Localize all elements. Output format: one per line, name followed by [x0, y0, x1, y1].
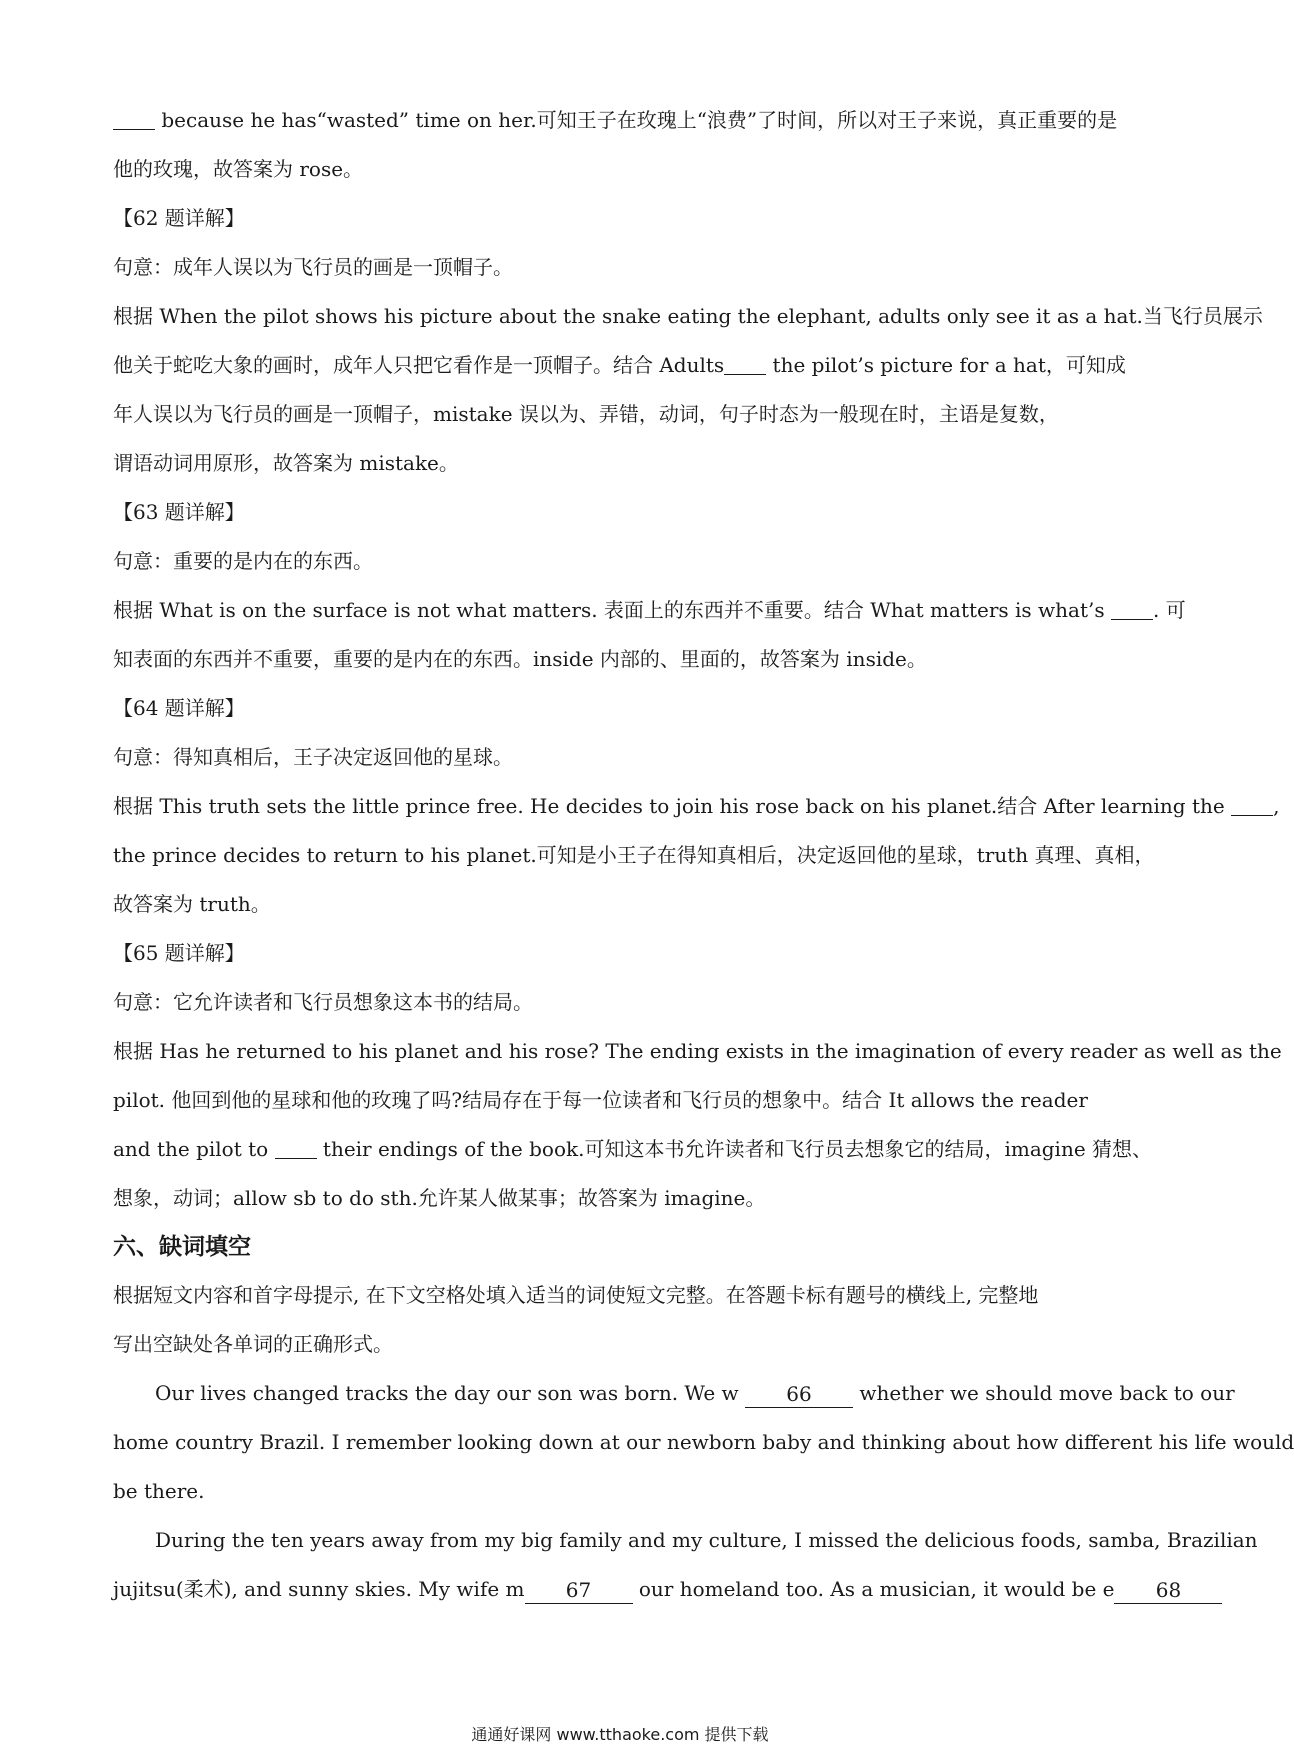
passage-line [113, 1369, 1235, 1418]
text-line: 根据 When the pilot shows his picture about the snake eating the elephant, adults only see it as a hat.当飞行员展示 [113, 304, 1263, 328]
text-segment: jujitsu(柔术), and sunny skies. My wife m [113, 1577, 525, 1601]
text-segment: whether we should move back to our [853, 1381, 1235, 1405]
text-segment: During the ten years away from my big family and my culture, I missed the delicious foods, samba, Brazilian [155, 1528, 1258, 1552]
text-line-with-blank [113, 586, 1186, 635]
fill-blank [1231, 793, 1273, 816]
text-line-with-blank [113, 782, 1280, 831]
passage-line [113, 1516, 1258, 1565]
answer-heading: 【63 题详解】 [113, 500, 245, 524]
text-line: 知表面的东西并不重要，重要的是内在的东西。inside 内部的、里面的，故答案为 inside。 [113, 647, 927, 671]
page-footer: 通通好课网 www.tthaoke.com 提供下载 [471, 1725, 769, 1744]
fill-blank [724, 352, 766, 375]
section-title: 六、缺词填空 [113, 1234, 251, 1260]
fill-blank [1111, 597, 1153, 620]
text-line: 句意：成年人误以为飞行员的画是一顶帽子。 [113, 255, 513, 279]
text-line: 句意：得知真相后，王子决定返回他的星球。 [113, 745, 513, 769]
answer-heading: 【62 题详解】 [113, 206, 245, 230]
text-segment: our homeland too. As a musician, it would be e [632, 1577, 1115, 1601]
text-segment: their endings of the book.可知这本书允许读者和飞行员去想象它的结局，imagine 猜想、 [316, 1137, 1153, 1161]
text-segment: Our lives changed tracks the day our son was born. We w [155, 1381, 746, 1405]
fill-blank [113, 107, 155, 130]
text-segment: be there. [113, 1479, 205, 1503]
text-line: 年人误以为飞行员的画是一顶帽子，mistake 误以为、弄错，动词，句子时态为一般现在时，主语是复数， [113, 402, 1059, 426]
fill-blank [275, 1136, 317, 1159]
answer-heading: 【64 题详解】 [113, 696, 245, 720]
instruction-line: 根据短文内容和首字母提示, 在下文空格处填入适当的词使短文完整。在答题卡标有题号的横线上, 完整地 [113, 1283, 1039, 1307]
text-segment: because he has“wasted” time on her.可知王子在玫瑰上“浪费”了时间，所以对王子来说，真正重要的是 [155, 108, 1118, 132]
numbered-blank: 67 [525, 1579, 633, 1604]
text-line: pilot. 他回到他的星球和他的玫瑰了吗?结局存在于每一位读者和飞行员的想象中。结合 It allows the reader [113, 1088, 1088, 1112]
document-content [113, 96, 1294, 1614]
text-segment: . 可 [1153, 598, 1186, 622]
text-line: 谓语动词用原形，故答案为 mistake。 [113, 451, 459, 475]
passage-line [113, 1467, 1131, 1516]
answer-heading: 【65 题详解】 [113, 941, 245, 965]
text-line-with-blank [113, 341, 1131, 390]
instruction-line: 写出空缺处各单词的正确形式。 [113, 1332, 393, 1356]
text-line: the prince decides to return to his planet.可知是小王子在得知真相后，决定返回他的星球，truth 真理、真相， [113, 843, 1155, 867]
text-line: 故答案为 truth。 [113, 892, 271, 916]
passage-line [113, 1565, 1182, 1614]
text-line: 根据 Has he returned to his planet and his rose? The ending exists in the imagination of every reader as well as the [113, 1039, 1282, 1063]
text-line-with-blank [113, 1125, 1153, 1174]
text-line: 他的玫瑰，故答案为 rose。 [113, 157, 364, 181]
text-segment: the pilot’s picture for a hat，可知成 [766, 353, 1126, 377]
text-segment: 根据 This truth sets the little prince free. He decides to join his rose back on his planet.结合 After learning the [113, 794, 1232, 818]
text-segment: 他关于蛇吃大象的画时，成年人只把它看作是一顶帽子。结合 Adults [113, 353, 725, 377]
text-segment: home country Brazil. I remember looking down at our newborn baby and thinking about how different his life would [113, 1430, 1294, 1454]
passage-line [113, 1418, 1294, 1467]
text-line: 句意：它允许读者和飞行员想象这本书的结局。 [113, 990, 533, 1014]
text-segment: and the pilot to [113, 1137, 275, 1161]
text-segment: 根据 What is on the surface is not what matters. 表面上的东西并不重要。结合 What matters is what’s [113, 598, 1111, 622]
numbered-blank: 68 [1114, 1579, 1222, 1604]
numbered-blank: 66 [745, 1383, 853, 1408]
text-segment: , [1273, 794, 1280, 818]
text-line-with-blank [113, 96, 1131, 145]
text-line: 句意：重要的是内在的东西。 [113, 549, 373, 573]
text-line: 想象，动词；allow sb to do sth.允许某人做某事；故答案为 imagine。 [113, 1186, 766, 1210]
